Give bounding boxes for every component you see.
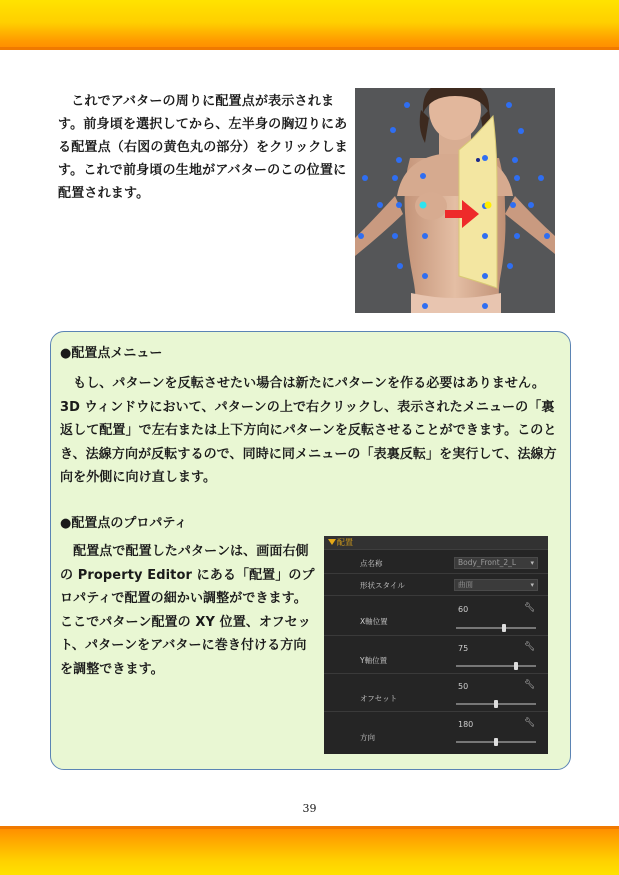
offset-slider[interactable]: [456, 703, 536, 705]
footer-band: [0, 826, 619, 875]
section-title-placement-menu: ●配置点メニュー: [60, 346, 163, 361]
row-y-position: [324, 636, 548, 674]
wrench-icon[interactable]: 🔧︎: [524, 642, 536, 652]
collapse-triangle-icon[interactable]: [328, 539, 336, 545]
y-position-label: Y軸位置: [360, 656, 388, 665]
wrench-icon[interactable]: 🔧︎: [524, 603, 536, 613]
property-editor-panel: [324, 536, 548, 754]
point-name-label: 点名称: [360, 559, 383, 568]
section-title-placement-properties: ●配置点のプロパティ: [60, 516, 188, 531]
avatar-placement-figure: [355, 88, 555, 313]
wrench-icon[interactable]: 🔧︎: [524, 680, 536, 690]
slider-thumb[interactable]: [502, 624, 506, 632]
row-shape-style: [324, 574, 548, 596]
direction-label: 方向: [360, 733, 375, 742]
chevron-down-icon[interactable]: ▾: [530, 581, 534, 589]
row-direction: [324, 712, 548, 752]
target-point-yellow: [485, 202, 492, 209]
section-body-placement-menu: もし、パターンを反転させたい場合は新たにパターンを作る必要はありません。3D ウィンドウにおいて、パターンの上で右クリックし、表示されたメニューの「裏返して配置」で左右または上下方向にパターンを反転させることができます。このとき、法線方向が反転するので、同時に同メニューの「表裏反転」を実行して、法線方向を外側に向け直します。: [60, 376, 557, 485]
chevron-down-icon[interactable]: ▾: [530, 559, 534, 567]
section-body-placement-properties: 配置点で配置したパターンは、画面右側の Property Editor にある「配置」のプロパティで配置の細かい調整ができます。ここでパターン配置の XY 位置、オフセット、パターンをアバターに巻き付ける方向を調整できます。: [60, 544, 315, 677]
x-position-slider[interactable]: [456, 627, 536, 629]
offset-value: 50: [458, 682, 469, 691]
shape-style-select[interactable]: [454, 579, 538, 591]
selected-point-cyan: [420, 202, 427, 209]
page-number: 39: [302, 802, 317, 815]
slider-thumb[interactable]: [494, 738, 498, 746]
x-position-value: 60: [458, 605, 469, 614]
row-point-name: [324, 552, 548, 574]
offset-label: オフセット: [360, 694, 398, 703]
point-name-value: Body_Front_2_L: [458, 558, 517, 567]
direction-slider[interactable]: [456, 741, 536, 743]
x-position-label: X軸位置: [360, 617, 388, 626]
panel-header[interactable]: [324, 536, 548, 550]
point-name-select[interactable]: [454, 557, 538, 569]
shape-style-label: 形状スタイル: [360, 581, 405, 590]
slider-thumb[interactable]: [494, 700, 498, 708]
row-x-position: [324, 596, 548, 636]
panel-title: 配置: [337, 538, 353, 547]
slider-thumb[interactable]: [514, 662, 518, 670]
wrench-icon[interactable]: 🔧︎: [524, 718, 536, 728]
direction-value: 180: [458, 720, 474, 729]
row-offset: [324, 674, 548, 712]
y-position-value: 75: [458, 644, 469, 653]
shape-style-value: 曲面: [458, 580, 473, 589]
y-position-slider[interactable]: [456, 665, 536, 667]
header-band: [0, 0, 619, 50]
intro-paragraph: これでアバターの周りに配置点が表示されます。前身頃を選択してから、左半身の胸辺りにある配置点（右図の黄色丸の部分）をクリックします。これで前身頃の生地がアバターのこの位置に配置されます。: [58, 94, 348, 201]
